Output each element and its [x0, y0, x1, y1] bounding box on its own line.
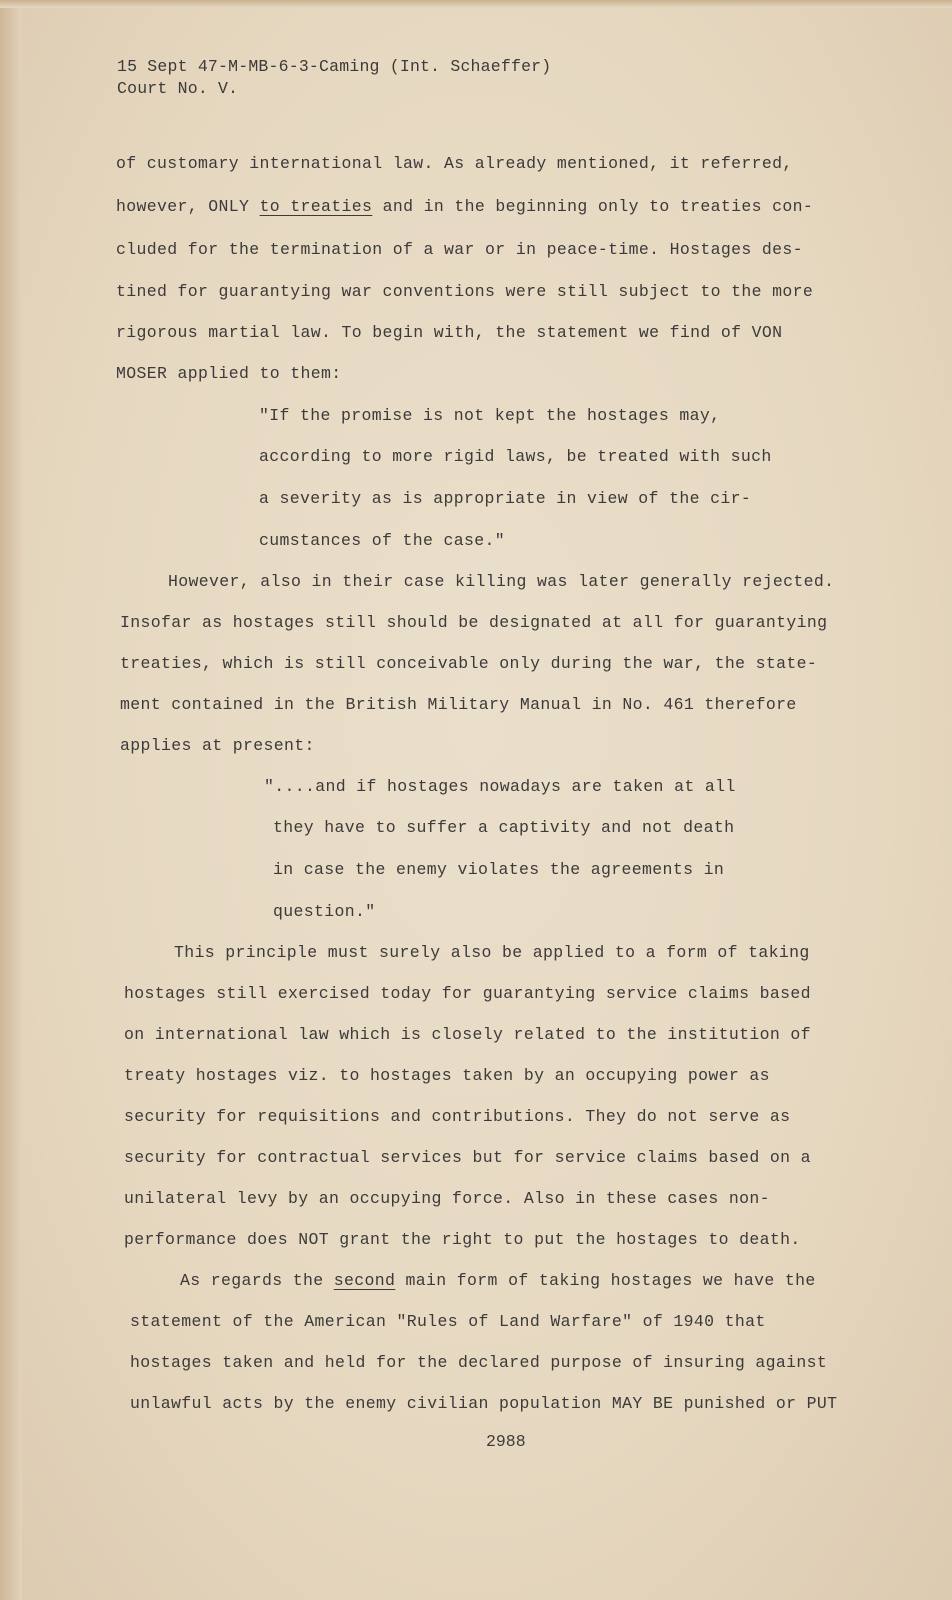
- paragraph-line: treaties, which is still conceivable only during the war, the state-: [120, 654, 818, 673]
- paragraph-line: hostages taken and held for the declared purpose of insuring against: [130, 1353, 828, 1372]
- paragraph-line: As regards the second main form of taking hostages we have the: [180, 1271, 816, 1290]
- paragraph-line: treaty hostages viz. to hostages taken by an occupying power as: [124, 1066, 770, 1085]
- page-number: 2988: [486, 1432, 526, 1451]
- paragraph-line: of customary international law. As already mentioned, it referred,: [116, 154, 793, 173]
- quote-line: question.": [273, 902, 376, 921]
- quote-line: cumstances of the case.": [259, 531, 506, 550]
- paragraph-line: ment contained in the British Military Manual in No. 461 therefore: [120, 695, 797, 714]
- paragraph-line: however, ONLY to treaties and in the beginning only to treaties con-: [116, 197, 814, 216]
- paragraph-line: rigorous martial law. To begin with, the statement we find of VON: [116, 323, 783, 342]
- paragraph-line: security for requisitions and contributions. They do not serve as: [124, 1107, 791, 1126]
- paragraph-line: tined for guarantying war conventions were still subject to the more: [116, 282, 814, 301]
- paragraph-line: unlawful acts by the enemy civilian population MAY BE punished or PUT: [130, 1394, 838, 1413]
- header-court: Court No. V.: [117, 79, 239, 98]
- quote-line: in case the enemy violates the agreements in: [273, 860, 725, 879]
- paragraph-line: cluded for the termination of a war or in peace-time. Hostages des-: [116, 240, 803, 259]
- paragraph-line: This principle must surely also be applied to a form of taking: [174, 943, 810, 962]
- document-header: [117, 56, 551, 100]
- quote-line: a severity as is appropriate in view of the cir-: [259, 489, 752, 508]
- paragraph-line: on international law which is closely related to the institution of: [124, 1025, 811, 1044]
- paper-left-edge: [0, 0, 22, 1600]
- quote-line: "....and if hostages nowadays are taken at all: [264, 777, 736, 796]
- paragraph-line: statement of the American "Rules of Land Warfare" of 1940 that: [130, 1312, 766, 1331]
- paragraph-line: MOSER applied to them:: [116, 364, 342, 383]
- paragraph-line: applies at present:: [120, 736, 315, 755]
- paragraph-line: unilateral levy by an occupying force. Also in these cases non-: [124, 1189, 770, 1208]
- paragraph-line: security for contractual services but for service claims based on a: [124, 1148, 811, 1167]
- paragraph-line: performance does NOT grant the right to put the hostages to death.: [124, 1230, 801, 1249]
- paragraph-line: However, also in their case killing was later generally rejected.: [168, 572, 835, 591]
- header-reference: 15 Sept 47-M-MB-6-3-Caming (Int. Schaeffer): [117, 57, 552, 76]
- underlined-text: to treaties: [259, 197, 373, 216]
- underlined-text: second: [333, 1271, 396, 1290]
- paragraph-line: Insofar as hostages still should be designated at all for guarantying: [120, 613, 828, 632]
- paragraph-line: hostages still exercised today for guarantying service claims based: [124, 984, 811, 1003]
- quote-line: "If the promise is not kept the hostages may,: [259, 406, 721, 425]
- quote-line: they have to suffer a captivity and not death: [273, 818, 735, 837]
- quote-line: according to more rigid laws, be treated with such: [259, 447, 772, 466]
- paper-top-edge: [0, 0, 952, 8]
